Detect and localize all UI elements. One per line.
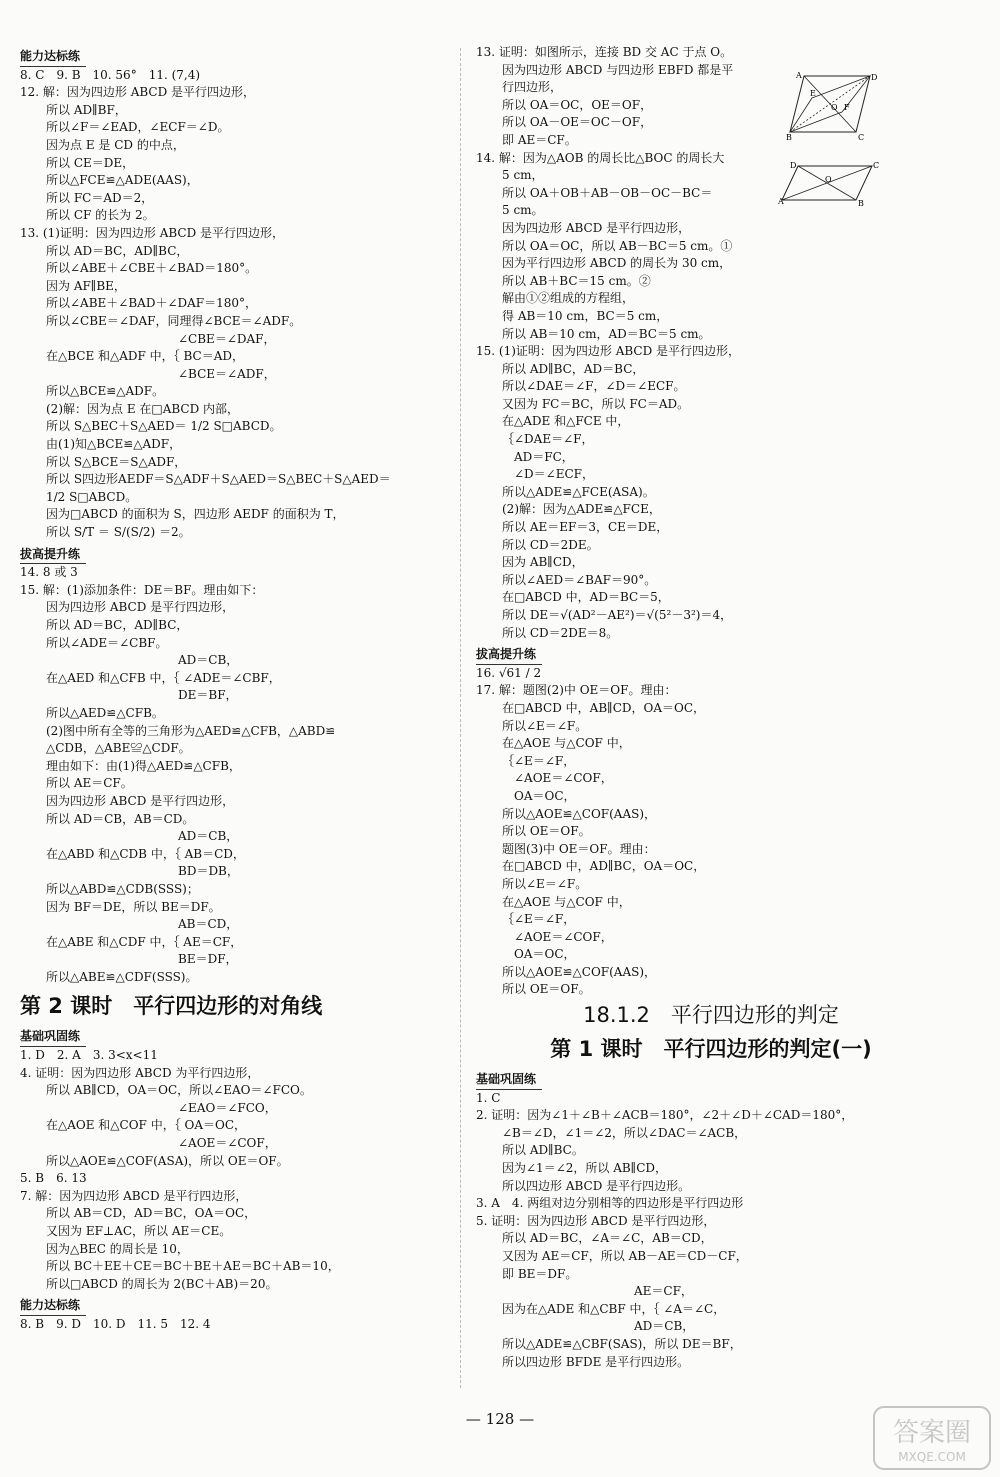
solution-line: 所以∠F＝∠EAD，∠ECF＝∠D。: [46, 120, 230, 135]
section-heading: 基础巩固练: [20, 1028, 86, 1047]
solution-line: AB＝CD，: [46, 917, 239, 932]
solution-line: 所以 AB＝CD，AD＝BC，OA＝OC，: [46, 1206, 257, 1221]
solution-line: 所以 AB＋BC＝15 cm。②: [502, 273, 651, 288]
section-heading: 拔高提升练: [476, 646, 542, 665]
solution-line: 所以 AE＝EF＝3，CE＝DE，: [502, 520, 669, 535]
fig1-label-a: A: [796, 71, 802, 80]
solution-line: 所以△ADE≌△FCE(ASA)。: [502, 484, 655, 499]
solution-line: 行四边形，: [502, 80, 563, 95]
solution-line: 所以△BCE≌△ADF。: [46, 384, 165, 399]
solution-line: 所以∠ABE＋∠CBE＋∠BAD＝180°。: [46, 261, 258, 276]
watermark-sub: MXQE.COM: [898, 1450, 966, 1464]
solution-line: △CDB，△ABE≌△CDF。: [46, 741, 191, 756]
section-heading-row: [20, 1293, 452, 1316]
solution-line: 所以∠AED＝∠BAF＝90°。: [502, 572, 657, 587]
solution-line: 所以 S/T ＝ S/(S/2) ＝2。: [46, 525, 191, 540]
answer-line: 2. 证明：因为∠1＋∠B＋∠ACB＝180°，∠2＋∠D＋∠CAD＝180°，: [476, 1108, 854, 1123]
solution-line: 在□ABCD 中，AD∥BC，OA＝OC，: [502, 859, 706, 874]
solution-line: 在△AOE 和△COF 中，｛ OA＝OC，: [46, 1118, 247, 1133]
answer-line: 15. (1)证明：因为四边形 ABCD 是平行四边形，: [476, 344, 741, 359]
solution-line: 得 AB＝10 cm，BC＝5 cm，: [502, 308, 669, 323]
answer-line: 8. C 9. B 10. 56° 11. (7,4): [20, 67, 201, 82]
solution-line: 所以 CE＝DE，: [46, 155, 135, 170]
section-heading-row: [20, 542, 452, 565]
solution-line: 所以 CD＝2DE＝8。: [502, 625, 619, 640]
section-heading: 能力达标练: [20, 48, 86, 67]
solution-line: 在△ABE 和△CDF 中，｛ AE＝CF，: [46, 934, 243, 949]
solution-line: 因为四边形 ABCD 是平行四边形，: [502, 220, 691, 235]
solution-line: 所以 AD∥BC，AD＝BC，: [502, 361, 645, 376]
solution-line: ∠B＝∠D，∠1＝∠2，所以∠DAC＝∠ACB，: [502, 1125, 747, 1140]
solution-line: ∠D＝∠ECF，: [502, 467, 594, 482]
solution-line: 所以∠ADE＝∠CBF。: [46, 635, 168, 650]
solution-line: ｛∠E＝∠F，: [502, 912, 576, 927]
page-number: — 128 —: [465, 1410, 535, 1428]
watermark-logo: [872, 1405, 992, 1471]
fig1-label-c: C: [858, 133, 865, 142]
solution-line: ｛∠E＝∠F，: [502, 753, 576, 768]
solution-line: 1/2 S□ABCD。: [46, 489, 138, 504]
solution-line: AD＝CB，: [502, 1319, 695, 1334]
solution-line: (2)图中所有全等的三角形为△AED≌△CFB，△ABD≌: [46, 723, 336, 738]
answer-line: 3. A 4. 两组对边分别相等的四边形是平行四边形: [476, 1196, 744, 1211]
answer-line: 15. 解：(1)添加条件：DE＝BF。理由如下：: [20, 582, 264, 597]
section-heading: 拔高提升练: [20, 546, 86, 565]
solution-line: 所以 AD∥BF，: [46, 102, 127, 117]
fig1-label-d: D: [871, 73, 878, 82]
solution-line: 所以△AED≌△CFB。: [46, 705, 164, 720]
solution-line: BD＝DB，: [46, 864, 239, 879]
solution-line: 5 cm，: [502, 168, 544, 183]
solution-line: 所以 CD＝2DE。: [502, 537, 599, 552]
section-heading-row: [476, 642, 946, 665]
left-column: [20, 44, 452, 1334]
solution-line: 所以∠ABE＋∠BAD＋∠DAF＝180°，: [46, 296, 258, 311]
chapter-title: 18.1.2 平行四边形的判定: [583, 1003, 839, 1028]
solution-line: 所以 AD＝BC，∠A＝∠C，AB＝CD，: [502, 1231, 713, 1246]
solution-line: ∠BCE＝∠ADF，: [46, 366, 276, 381]
solution-line: 所以 OA＝OC，OE＝OF，: [502, 97, 653, 112]
solution-line: 所以△ADE≌△CBF(SAS)，所以 DE＝BF，: [502, 1336, 742, 1351]
solution-line: ∠AOE＝∠COF，: [502, 771, 613, 786]
solution-line: 又因为 AE＝CF，所以 AB－AE＝CD－CF，: [502, 1249, 748, 1263]
solution-line: 所以 OE＝OF。: [502, 824, 591, 839]
solution-line: 所以 AD∥BC。: [502, 1143, 584, 1158]
solution-line: 因为四边形 ABCD 与四边形 EBFD 都是平: [502, 62, 734, 77]
solution-line: 在△ABD 和△CDB 中，｛ AB＝CD，: [46, 846, 245, 861]
answer-line: 7. 解：因为四边形 ABCD 是平行四边形，: [20, 1188, 248, 1203]
solution-line: 解由①②组成的方程组，: [502, 291, 635, 306]
solution-line: 所以 DE＝√(AD²－AE²)＝√(5²－3²)＝4，: [502, 608, 733, 622]
solution-line: 所以 OA＝OC，所以 AB－BC＝5 cm。①: [502, 238, 733, 253]
solution-line: 在△BCE 和△ADF 中，｛ BC＝AD，: [46, 349, 245, 364]
solution-line: 在△AED 和△CFB 中，｛ ∠ADE＝∠CBF，: [46, 670, 281, 685]
solution-line: 所以 AD＝BC，AD∥BC，: [46, 618, 189, 632]
solution-line: 所以△FCE≌△ADE(AAS)，: [46, 173, 199, 188]
solution-line: 因为四边形 ABCD 是平行四边形，: [46, 600, 235, 615]
solution-line: 所以 OE＝OF。: [502, 982, 591, 997]
fig1-label-o: O: [831, 103, 838, 112]
solution-line: 所以四边形 ABCD 是平行四边形。: [502, 1178, 691, 1193]
solution-line: 因为 AF∥BE，: [46, 278, 126, 293]
solution-line: 所以 S△BEC＋S△AED＝ 1/2 S□ABCD。: [46, 419, 282, 434]
solution-line: 所以△AOE≌△COF(AAS)，: [502, 806, 657, 821]
answer-line: 4. 证明：因为四边形 ABCD 为平行四边形，: [20, 1065, 260, 1080]
solution-line: 所以∠E＝∠F。: [502, 718, 588, 733]
solution-line: ∠CBE＝∠DAF，: [46, 331, 276, 346]
solution-line: 因为□ABCD 的面积为 S，四边形 AEDF 的面积为 T，: [46, 507, 345, 522]
solution-line: 在△ADE 和△FCE 中，: [502, 414, 630, 429]
solution-line: 题图(3)中 OE＝OF。理由：: [502, 841, 656, 856]
solution-line: 所以∠E＝∠F。: [502, 876, 588, 891]
solution-line: 因为 BF＝DE，所以 BE＝DF。: [46, 899, 221, 914]
solution-line: 所以∠DAE＝∠F，∠D＝∠ECF。: [502, 379, 686, 394]
solution-line: 由(1)知△BCE≌△ADF，: [46, 437, 182, 452]
solution-line: 所以 OA＋OB＋AB－OB－OC－BC＝: [502, 185, 713, 200]
solution-line: 因为平行四边形 ABCD 的周长为 30 cm，: [502, 256, 732, 271]
solution-line: 又因为 FC＝BC，所以 FC＝AD。: [502, 396, 690, 411]
section-heading-row: [20, 1024, 452, 1047]
solution-line: AD＝FC，: [502, 449, 574, 464]
section-heading-row: [20, 44, 452, 67]
solution-line: OA＝OC，: [502, 947, 576, 962]
parallelogram-figure-14: [780, 158, 880, 206]
solution-line: 所以四边形 BFDE 是平行四边形。: [502, 1354, 690, 1369]
section-heading: 基础巩固练: [476, 1071, 542, 1090]
section-heading-row: [476, 1067, 946, 1090]
fig2-label-a: A: [778, 197, 784, 206]
right-column: [476, 44, 946, 1371]
solution-line: 所以□ABCD 的周长为 2(BC＋AB)＝20。: [46, 1276, 278, 1291]
fig2-label-o: O: [825, 175, 832, 184]
solution-line: DE＝BF，: [46, 688, 238, 703]
answer-line: 14. 8 或 3: [20, 565, 78, 580]
solution-line: 在□ABCD 中，AB∥CD，OA＝OC，: [502, 700, 706, 715]
solution-line: 所以 BC＋EE＋CE＝BC＋BE＋AE＝BC＋AB＝10，: [46, 1259, 340, 1274]
solution-line: ∠AOE＝∠COF，: [46, 1136, 277, 1151]
solution-line: BE＝DF，: [46, 952, 238, 967]
solution-line: 所以△AOE≌△COF(AAS)，: [502, 964, 657, 979]
solution-line: 所以 AD＝CB，AB＝CD。: [46, 811, 195, 826]
solution-line: 因为在△ADE 和△CBF 中，｛ ∠A＝∠C，: [502, 1301, 726, 1316]
answer-line: 1. D 2. A 3. 3<x<11: [20, 1048, 158, 1063]
solution-line: ∠EAO＝∠FCO，: [46, 1100, 277, 1115]
solution-line: AD＝CB，: [46, 829, 239, 844]
solution-line: 所以△AOE≌△COF(ASA)，所以 OE＝OF。: [46, 1153, 289, 1168]
solution-line: 即 AE＝CF。: [502, 132, 577, 147]
solution-line: 所以 AD＝BC，AD∥BC，: [46, 243, 189, 258]
answer-line: 8. B 9. D 10. D 11. 5 12. 4: [20, 1316, 211, 1331]
solution-line: 理由如下：由(1)得△AED≌△CFB，: [46, 758, 241, 773]
answer-line: 16. √61 / 2: [476, 665, 542, 680]
fig2-label-d: D: [790, 161, 797, 170]
solution-line: 因为 AB∥CD，: [502, 555, 584, 570]
solution-line: 在△AOE 与△COF 中，: [502, 894, 631, 909]
solution-line: 所以 S△BCE＝S△ADF，: [46, 454, 187, 469]
solution-line: 因为△BEC 的周长是 10，: [46, 1241, 189, 1256]
solution-line: AE＝CF，: [502, 1284, 693, 1299]
solution-line: ｛∠DAE＝∠F，: [502, 432, 594, 447]
solution-line: 因为∠1＝∠2，所以 AB∥CD，: [502, 1161, 668, 1176]
solution-line: 所以 CF 的长为 2。: [46, 208, 155, 223]
solution-line: 5 cm。: [502, 203, 544, 218]
solution-line: 所以 AE＝CF。: [46, 776, 133, 791]
parallelogram-figure-13: [786, 70, 876, 140]
answer-line: 12. 解：因为四边形 ABCD 是平行四边形，: [20, 85, 256, 100]
answer-line: 1. C: [476, 1090, 501, 1105]
fig1-label-b: B: [786, 133, 792, 142]
fig1-label-e: E: [810, 89, 816, 98]
solution-line: 在□ABCD 中，AD＝BC＝5，: [502, 590, 670, 605]
solution-line: ∠AOE＝∠COF，: [502, 929, 613, 944]
solution-line: 因为点 E 是 CD 的中点，: [46, 137, 185, 152]
watermark-text: 答案圈: [892, 1418, 972, 1448]
solution-line: 所以 AB∥CD，OA＝OC，所以∠EAO＝∠FCO。: [46, 1083, 312, 1098]
lesson-title: 第 1 课时 平行四边形的判定(一): [550, 1037, 872, 1062]
solution-line: 所以∠CBE＝∠DAF，同理得∠BCE＝∠ADF。: [46, 313, 302, 328]
answer-line: 5. 证明：因为四边形 ABCD 是平行四边形，: [476, 1213, 716, 1228]
solution-line: 在△AOE 与△COF 中，: [502, 736, 631, 751]
solution-line: 所以△ABE≌△CDF(SSS)。: [46, 969, 198, 984]
answer-line: 13. (1)证明：因为四边形 ABCD 是平行四边形，: [20, 225, 285, 240]
solution-line: 所以 FC＝AD＝2，: [46, 190, 154, 205]
solution-line: (2)解：因为点 E 在□ABCD 内部，: [46, 401, 240, 416]
solution-line: 又因为 EF⊥AC，所以 AE＝CE。: [46, 1224, 232, 1238]
solution-line: AD＝CB，: [46, 653, 239, 668]
solution-line: 因为四边形 ABCD 是平行四边形，: [46, 793, 235, 808]
answer-line: 5. B 6. 13: [20, 1171, 87, 1186]
solution-line: 所以△ABD≌△CDB(SSS)；: [46, 881, 199, 896]
solution-line: 所以 OA－OE＝OC－OF，: [502, 115, 653, 130]
fig2-label-b: B: [858, 199, 864, 208]
solution-line: (2)解：因为△ADE≌△FCE，: [502, 502, 661, 517]
solution-line: OA＝OC，: [502, 788, 576, 803]
column-divider: [460, 48, 461, 1388]
solution-line: 所以 AB＝10 cm，AD＝BC＝5 cm。: [502, 326, 711, 341]
fig1-label-f: F: [844, 103, 850, 112]
answer-line: 14. 解：因为△AOB 的周长比△BOC 的周长大: [476, 150, 725, 165]
lesson-title: 第 2 课时 平行四边形的对角线: [20, 994, 323, 1019]
solution-line: 即 BE＝DF。: [502, 1266, 578, 1281]
fig2-label-c: C: [873, 161, 880, 170]
answer-line: 13. 证明：如图所示，连接 BD 交 AC 于点 O。: [476, 45, 733, 59]
answer-line: 17. 解：题图(2)中 OE＝OF。理由：: [476, 683, 677, 698]
solution-line: 所以 S四边形AEDF＝S△ADF＋S△AED＝S△BEC＋S△AED＝: [46, 472, 391, 487]
section-heading: 能力达标练: [20, 1297, 86, 1316]
